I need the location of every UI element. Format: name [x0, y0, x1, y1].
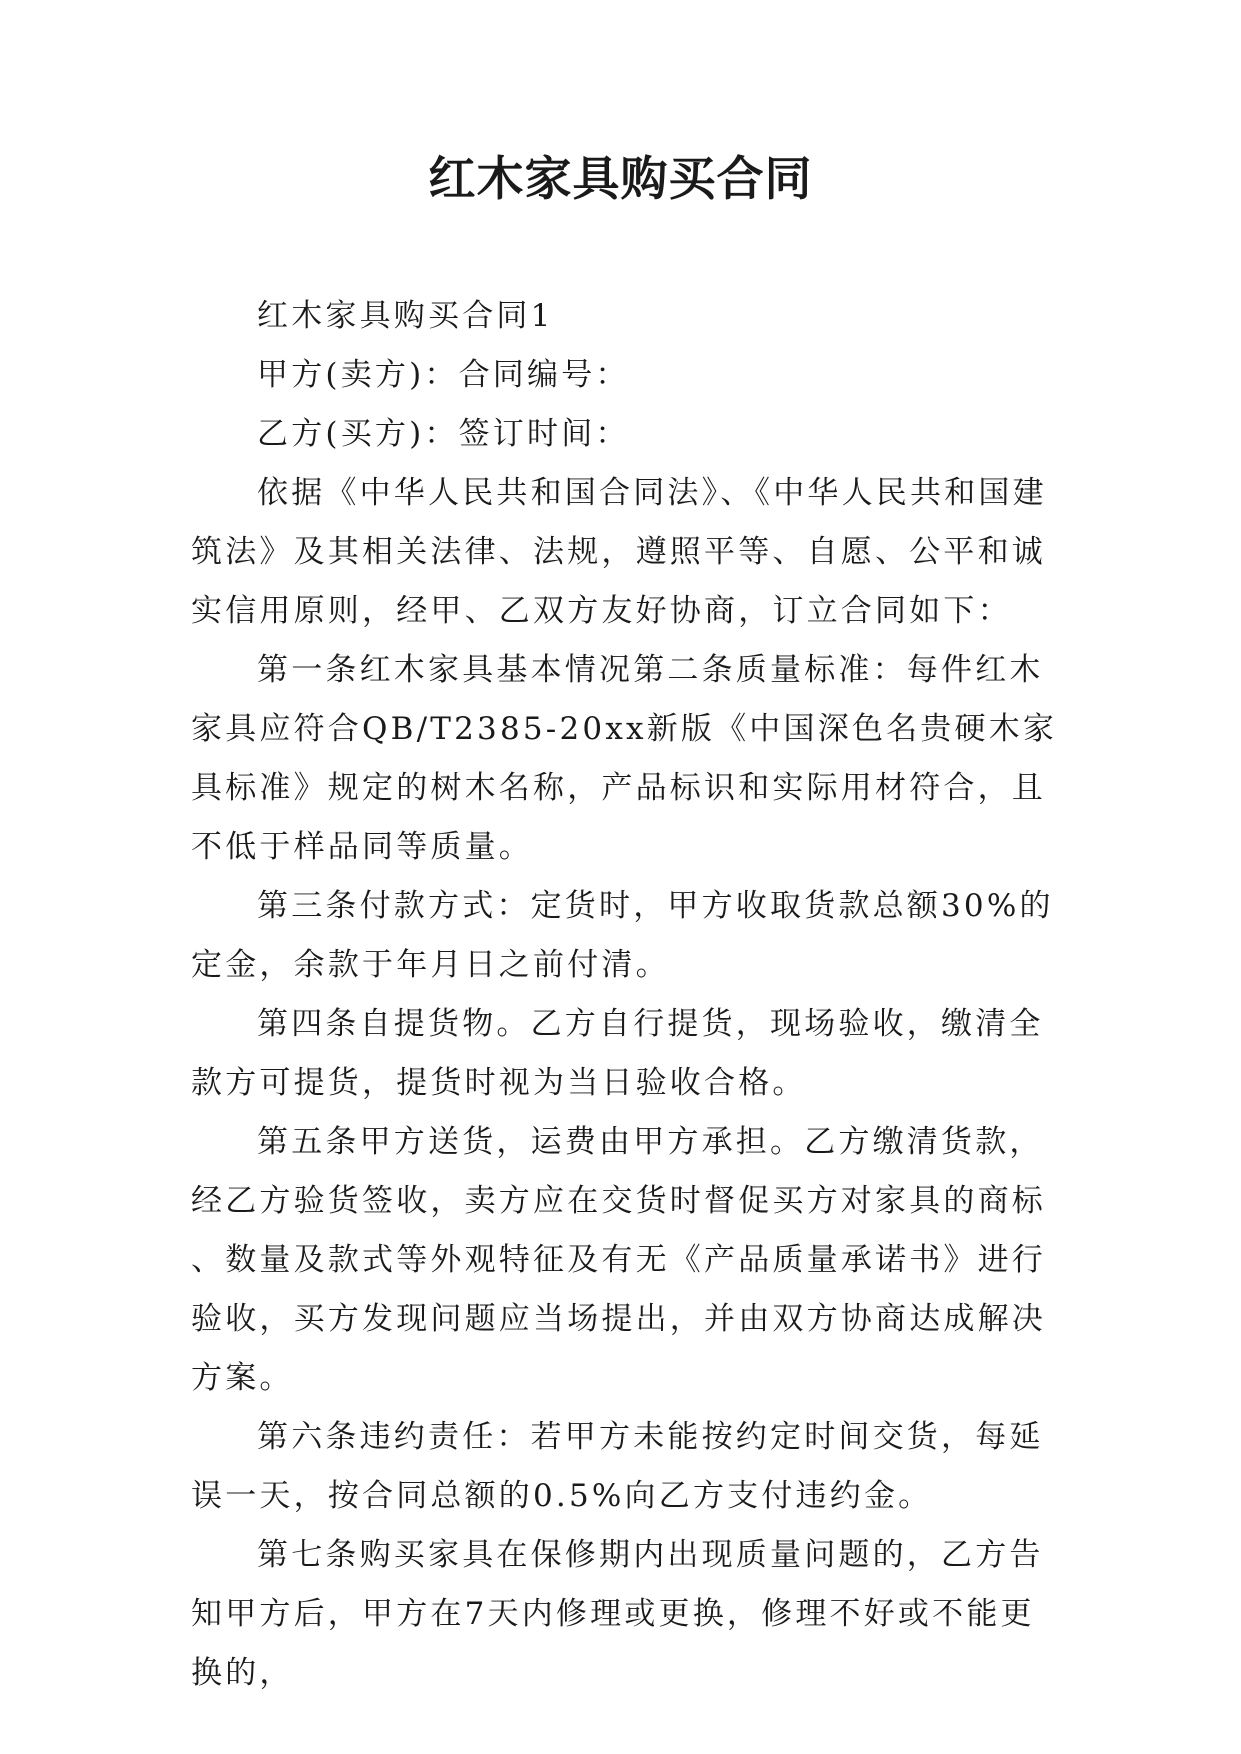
paragraph-article-3: 第三条付款方式：定货时，甲方收取货款总额30%的定金，余款于年月日之前付清。: [191, 888, 1054, 983]
paragraph-article-4: 第四条自提货物。乙方自行提货，现场验收，缴清全款方可提货，提货时视为当日验收合格。: [191, 1006, 1044, 1101]
paragraph-article-5: 第五条甲方送货，运费由甲方承担。乙方缴清货款，经乙方验货签收，卖方应在交货时督促买方对家具的商标、数量及款式等外观特征及有无《产品质量承诺书》进行验收，买方发现问题应当场提出，并由双方协商达成解决方案。: [191, 1124, 1046, 1396]
paragraph-party-b: 乙方(买方)：签订时间：: [257, 416, 630, 452]
paragraph-preamble: 依据《中华人民共和国合同法》、《中华人民共和国建筑法》及其相关法律、法规，遵照平等、自愿、公平和诚实信用原则，经甲、乙双方友好协商，订立合同如下：: [191, 475, 1047, 629]
paragraph-article-1-2: 第一条红木家具基本情况第二条质量标准：每件红木家具应符合QB/T2385-20xx新版《中国深色名贵硬木家具标准》规定的树木名称，产品标识和实际用材符合，且不低于样品同等质量。: [191, 652, 1058, 865]
document-title: 红木家具购买合同: [428, 152, 813, 207]
paragraph-article-6: 第六条违约责任：若甲方未能按约定时间交货，每延误一天，按合同总额的0.5%向乙方支付违约金。: [191, 1419, 1044, 1514]
paragraph-party-a: 甲方(卖方)：合同编号：: [257, 357, 630, 393]
document-body: [191, 287, 1063, 1703]
paragraph-article-7: 第七条购买家具在保修期内出现质量问题的，乙方告知甲方后，甲方在7天内修理或更换，修理不好或不能更换的，: [191, 1537, 1044, 1691]
paragraph-heading: 红木家具购买合同1: [257, 298, 554, 334]
